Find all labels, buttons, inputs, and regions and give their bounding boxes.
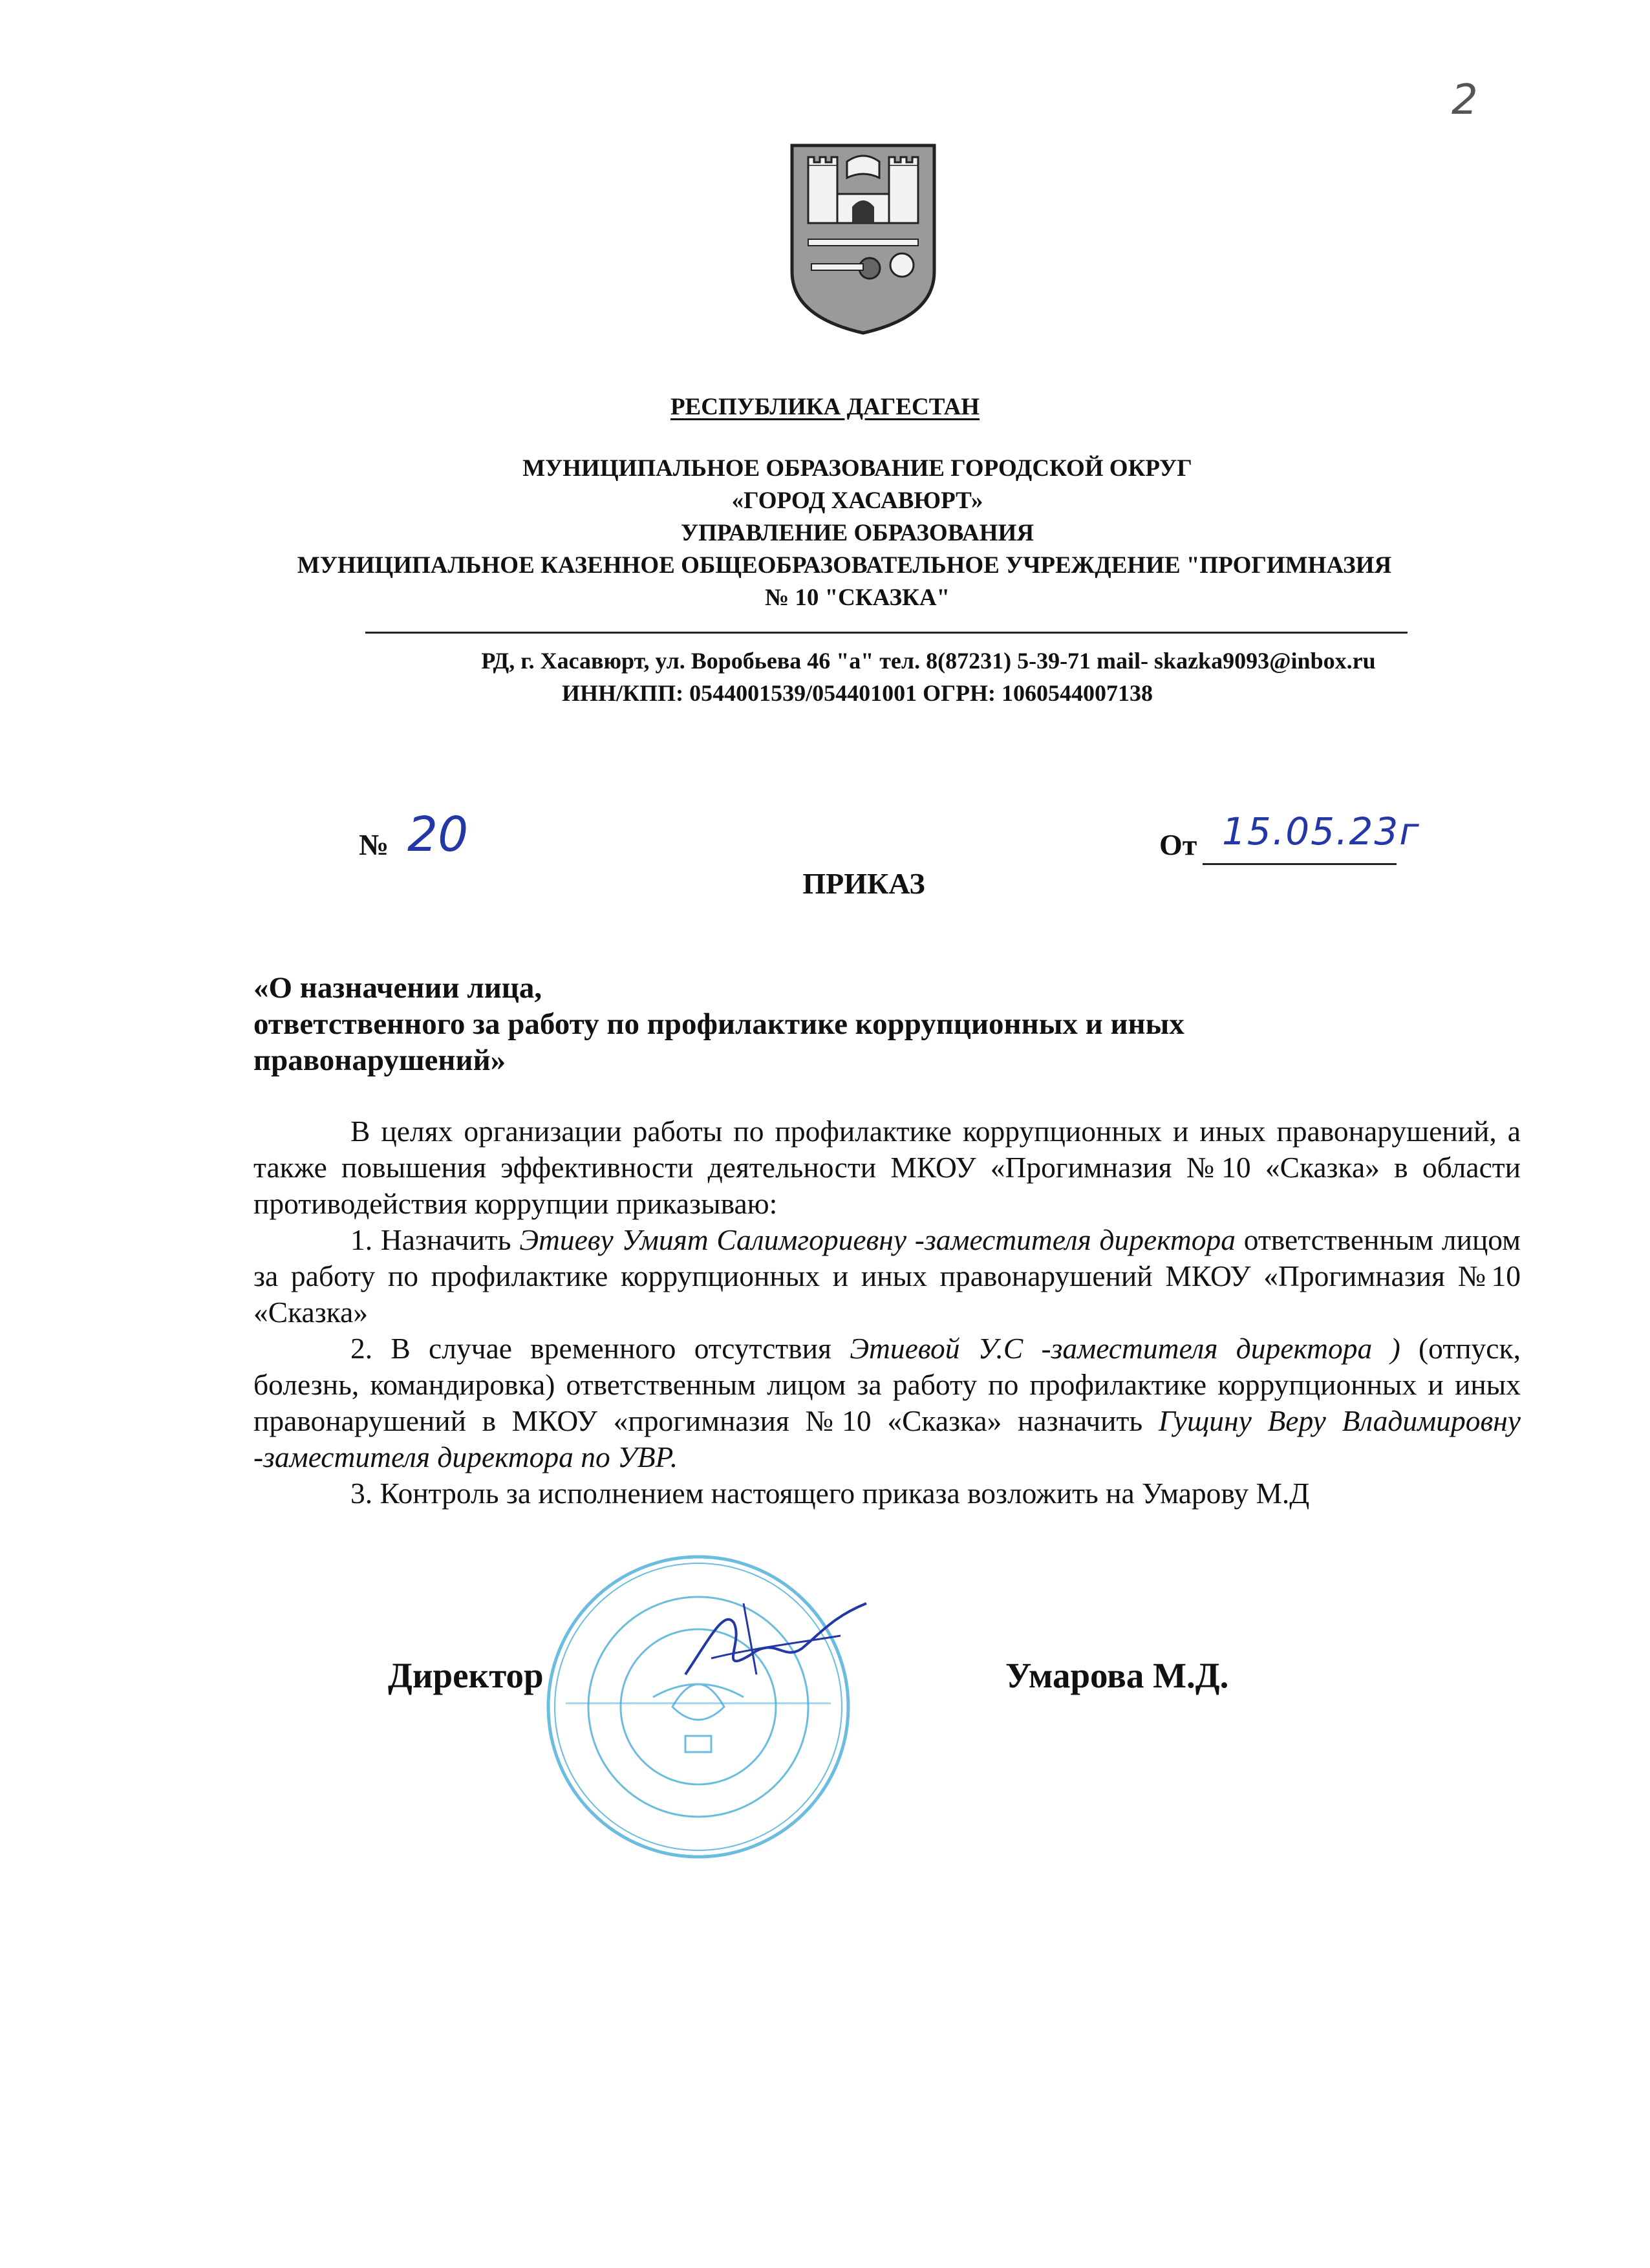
header-institution-line1: МУНИЦИПАЛЬНОЕ КАЗЕННОЕ ОБЩЕОБРАЗОВАТЕЛЬНОЕ УЧРЕЖДЕНИЕ "ПРОГИМНАЗИЯ bbox=[297, 552, 1392, 579]
item1-prefix: 1. Назначить bbox=[350, 1223, 520, 1256]
order-date-handwritten: 15.05.23г bbox=[1222, 809, 1420, 853]
subject-line2: ответственного за работу по профилактике коррупционных и иных bbox=[253, 1007, 1184, 1041]
order-number-label: № bbox=[359, 828, 389, 861]
body-item-3: 3. Контроль за исполнением настоящего приказа возложить на Умарову М.Д bbox=[350, 1477, 1310, 1510]
order-body bbox=[253, 1113, 1521, 1512]
order-subject bbox=[253, 970, 1482, 1078]
header-municipality: МУНИЦИПАЛЬНОЕ ОБРАЗОВАНИЕ ГОРОДСКОЙ ОКРУГ bbox=[522, 455, 1192, 482]
header-republic: РЕСПУБЛИКА ДАГЕСТАН bbox=[670, 394, 980, 420]
order-date-label: От bbox=[1159, 828, 1197, 861]
header-city: «ГОРОД ХАСАВЮРТ» bbox=[731, 487, 983, 514]
director-signature bbox=[672, 1597, 886, 1694]
body-item-2 bbox=[253, 1331, 1521, 1475]
signature-name: Умарова М.Д. bbox=[1005, 1656, 1229, 1695]
item1-person: Этиеву Умият Салимгориевну -заместителя директора bbox=[519, 1223, 1236, 1256]
header-divider bbox=[365, 632, 1408, 634]
body-intro: В целях организации работы по профилактике коррупционных и иных правонарушений, а также повышения эффективности деятельности МКОУ «Прогимназия №10 «Сказка» в области противодействия коррупции приказываю: bbox=[253, 1115, 1521, 1220]
item1-rest: ответственным лицом за работу по профилактике коррупционных и иных правонарушений МКОУ «Прогимназия №10 «Сказка» bbox=[253, 1223, 1521, 1329]
item2-person2: Гущину Веру Владимировну -заместителя директора по УВР. bbox=[253, 1404, 1521, 1473]
order-title: ПРИКАЗ bbox=[802, 867, 925, 900]
header-department: УПРАВЛЕНИЕ ОБРАЗОВАНИЯ bbox=[680, 520, 1034, 546]
page-number-mark: 2 bbox=[1452, 76, 1478, 124]
item2-prefix: 2. В случае временного отсутствия bbox=[350, 1332, 850, 1365]
item2-person: Этиевой У.С -заместителя директора ) bbox=[850, 1332, 1400, 1365]
order-date-line bbox=[1203, 863, 1397, 865]
signature-title: Директор bbox=[388, 1656, 544, 1695]
order-number-handwritten: 20 bbox=[407, 807, 469, 862]
header-institution-line2: № 10 "СКАЗКА" bbox=[764, 584, 950, 611]
official-seal-stamp bbox=[540, 1548, 857, 1865]
subject-line3: правонарушений» bbox=[253, 1043, 506, 1077]
header-registry: ИНН/КПП: 0544001539/054401001 ОГРН: 1060544007138 bbox=[562, 680, 1153, 706]
subject-line1: «О назначении лица, bbox=[253, 971, 542, 1005]
header-address: РД, г. Хасавюрт, ул. Воробьева 46 "а" тел. 8(87231) 5-39-71 mail- skazka9093@inbox.ru bbox=[481, 648, 1376, 674]
body-item-1 bbox=[253, 1222, 1521, 1331]
item2-middle: (отпуск, болезнь, командировка) ответственным лицом за работу по профилактике коррупционных и иных правонарушений в МКОУ «прогимназия №10 «Сказка» назначить bbox=[253, 1332, 1521, 1437]
coat-of-arms-emblem bbox=[789, 142, 938, 336]
